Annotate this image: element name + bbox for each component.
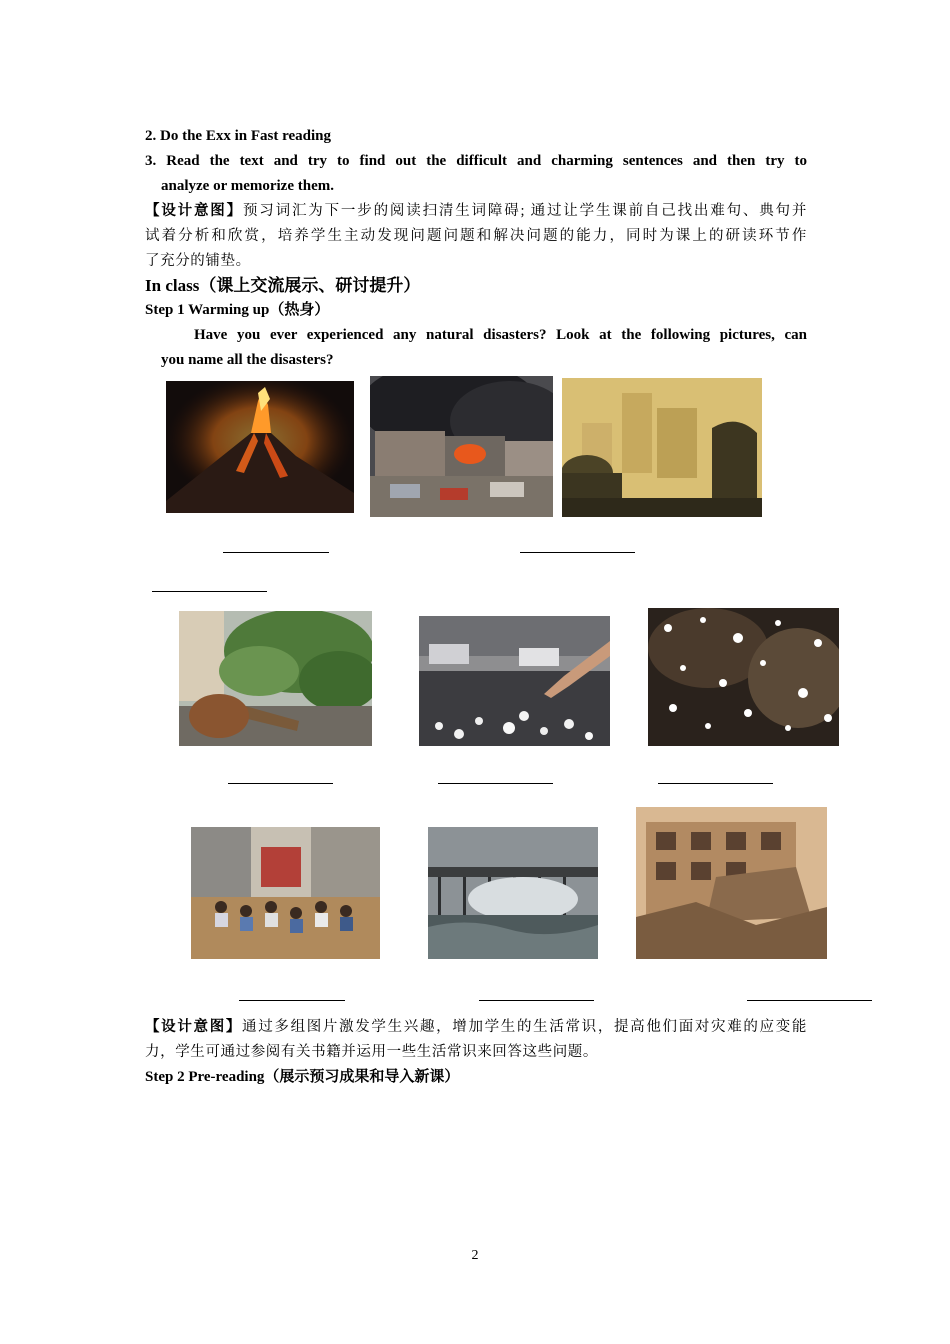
answer-blank-2[interactable] [520,552,635,553]
design-intent-1-line1 [145,199,807,224]
design-intent-1-line3: 了充分的铺垫。 [145,253,251,269]
prep-item-3-line1: 3. Read the text and try to find out the difficult and charming sentences and then try to [145,153,807,169]
step1-question-line1: Have you ever experienced any natural disasters? Look at the following pictures, can [194,327,807,343]
volcano-photo [166,381,354,513]
step2-title: Step 2 Pre-reading（展示预习成果和导入新课） [145,1069,460,1085]
answer-blank-8[interactable] [479,1000,594,1001]
page-number: 2 [471,1248,479,1263]
sandstorm-photo [562,378,762,517]
fire-smoke-photo [370,376,553,517]
design-intent-2-line2: 力，学生可通过参阅有关书籍并运用一些生活常识来回答这些问题。 [145,1044,598,1060]
in-class-heading: In class（课上交流展示、研讨提升） [145,276,421,295]
answer-blank-5[interactable] [438,783,553,784]
hail-photo [419,616,610,746]
answer-blank-7[interactable] [239,1000,345,1001]
design-intent-label: 【设计意图】 [145,203,243,219]
step1-question-line2: you name all the disasters? [161,352,334,368]
design-intent-1-text: 预习词汇为下一步的阅读扫清生词障碍; 通过让学生课前自己找出难句、典句并 [242,203,807,219]
answer-blank-6[interactable] [658,783,773,784]
step1-title: Step 1 Warming up（热身） [145,302,330,318]
design-intent-2-text: 通过多组图片激发学生兴趣，增加学生的生活常识，提高他们面对灾难的应变能 [242,1019,808,1035]
answer-blank-4[interactable] [228,783,333,784]
prep-item-3-line2: analyze or memorize them. [161,178,334,194]
design-intent-1-line2: 试着分析和欣赏，培养学生主动发现问题问题和解决问题的能力，同时为课上的研读环节作 [145,228,807,244]
answer-blank-3[interactable] [152,591,267,592]
storm-wave-pier-photo [428,827,598,959]
design-intent-label-2: 【设计意图】 [145,1019,243,1035]
snowstorm-photo [648,608,839,746]
typhoon-fallen-tree-photo [179,611,372,746]
prep-item-2: 2. Do the Exx in Fast reading [145,128,331,144]
earthquake-ruins-photo [636,807,827,959]
answer-blank-1[interactable] [223,552,329,553]
flood-photo [191,827,380,959]
answer-blank-9[interactable] [747,1000,872,1001]
design-intent-2-line1 [145,1015,807,1040]
